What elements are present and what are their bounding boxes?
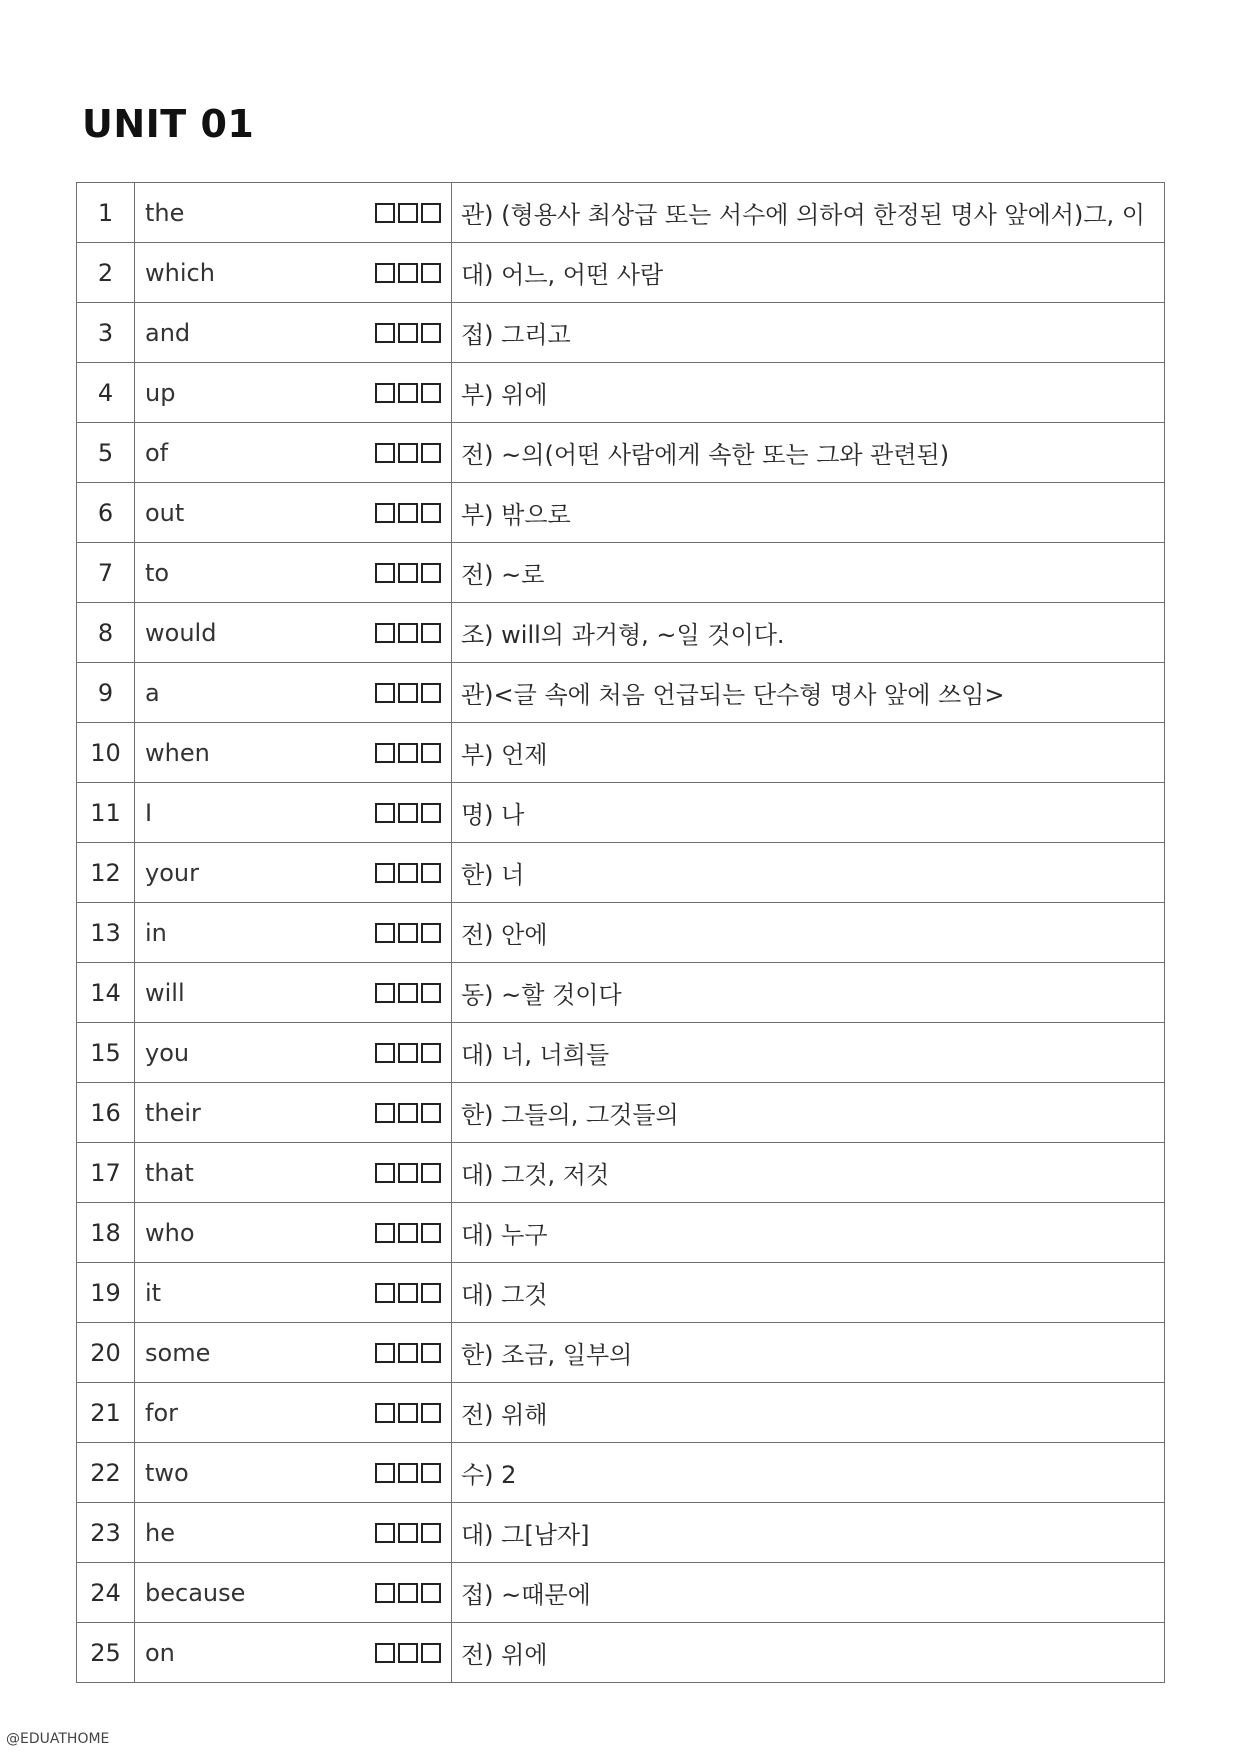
- row-number: 14: [77, 963, 135, 1023]
- review-checkbox[interactable]: [398, 1343, 418, 1363]
- english-word: who: [145, 1218, 195, 1247]
- english-word: up: [145, 378, 176, 407]
- review-checkbox[interactable]: [398, 1463, 418, 1483]
- table-row: [77, 783, 1165, 843]
- row-number: 16: [77, 1083, 135, 1143]
- review-checkbox[interactable]: [375, 1463, 395, 1483]
- table-row: [77, 843, 1165, 903]
- review-checkbox[interactable]: [398, 263, 418, 283]
- review-checkbox[interactable]: [421, 1403, 441, 1423]
- table-row: [77, 543, 1165, 603]
- row-number: 9: [77, 663, 135, 723]
- review-checkboxes: [375, 1583, 441, 1603]
- korean-meaning: 한) 너: [452, 843, 1165, 903]
- review-checkbox[interactable]: [375, 863, 395, 883]
- review-checkbox[interactable]: [375, 1583, 395, 1603]
- word-cell: [135, 1503, 452, 1563]
- row-number: 3: [77, 303, 135, 363]
- korean-meaning: 명) 나: [452, 783, 1165, 843]
- watermark: @EDUATHOME: [6, 1731, 110, 1747]
- korean-meaning: 접) 그리고: [452, 303, 1165, 363]
- review-checkbox[interactable]: [398, 443, 418, 463]
- korean-meaning: 관)<글 속에 처음 언급되는 단수형 명사 앞에 쓰임>: [452, 663, 1165, 723]
- row-number: 18: [77, 1203, 135, 1263]
- word-cell: [135, 543, 452, 603]
- table-row: [77, 1563, 1165, 1623]
- word-cell: [135, 783, 452, 843]
- review-checkbox[interactable]: [375, 1403, 395, 1423]
- review-checkbox[interactable]: [421, 263, 441, 283]
- review-checkbox[interactable]: [375, 1283, 395, 1303]
- english-word: would: [145, 618, 217, 647]
- review-checkbox[interactable]: [398, 563, 418, 583]
- word-cell: [135, 1323, 452, 1383]
- word-cell: [135, 423, 452, 483]
- row-number: 23: [77, 1503, 135, 1563]
- english-word: when: [145, 738, 210, 767]
- table-row: [77, 303, 1165, 363]
- review-checkbox[interactable]: [398, 1523, 418, 1543]
- review-checkboxes: [375, 743, 441, 763]
- korean-meaning: 부) 밖으로: [452, 483, 1165, 543]
- review-checkbox[interactable]: [398, 983, 418, 1003]
- word-cell: [135, 183, 452, 243]
- word-cell: [135, 363, 452, 423]
- review-checkbox[interactable]: [398, 383, 418, 403]
- review-checkboxes: [375, 863, 441, 883]
- table-row: [77, 1383, 1165, 1443]
- word-cell: [135, 963, 452, 1023]
- review-checkbox[interactable]: [375, 983, 395, 1003]
- table-row: [77, 1323, 1165, 1383]
- review-checkbox[interactable]: [421, 1583, 441, 1603]
- korean-meaning: 수) 2: [452, 1443, 1165, 1503]
- word-cell: [135, 843, 452, 903]
- review-checkbox[interactable]: [398, 923, 418, 943]
- review-checkbox[interactable]: [421, 803, 441, 823]
- korean-meaning: 대) 너, 너희들: [452, 1023, 1165, 1083]
- review-checkboxes: [375, 923, 441, 943]
- row-number: 21: [77, 1383, 135, 1443]
- review-checkbox[interactable]: [375, 1163, 395, 1183]
- korean-meaning: 부) 언제: [452, 723, 1165, 783]
- review-checkbox[interactable]: [421, 863, 441, 883]
- review-checkbox[interactable]: [398, 1583, 418, 1603]
- english-word: your: [145, 858, 199, 887]
- korean-meaning: 대) 그것: [452, 1263, 1165, 1323]
- korean-meaning: 대) 그것, 저것: [452, 1143, 1165, 1203]
- english-word: in: [145, 918, 167, 947]
- review-checkbox[interactable]: [398, 203, 418, 223]
- review-checkbox[interactable]: [375, 743, 395, 763]
- table-row: [77, 903, 1165, 963]
- review-checkbox[interactable]: [421, 383, 441, 403]
- review-checkbox[interactable]: [398, 323, 418, 343]
- word-cell: [135, 1383, 452, 1443]
- table-row: [77, 1083, 1165, 1143]
- review-checkbox[interactable]: [375, 1523, 395, 1543]
- review-checkboxes: [375, 383, 441, 403]
- korean-meaning: 부) 위에: [452, 363, 1165, 423]
- row-number: 8: [77, 603, 135, 663]
- review-checkboxes: [375, 1223, 441, 1243]
- table-row: [77, 603, 1165, 663]
- review-checkbox[interactable]: [375, 563, 395, 583]
- word-cell: [135, 1023, 452, 1083]
- review-checkbox[interactable]: [421, 563, 441, 583]
- korean-meaning: 전) 위해: [452, 1383, 1165, 1443]
- review-checkbox[interactable]: [398, 503, 418, 523]
- word-cell: [135, 1563, 452, 1623]
- table-row: [77, 1443, 1165, 1503]
- english-word: he: [145, 1518, 175, 1547]
- row-number: 11: [77, 783, 135, 843]
- english-word: a: [145, 678, 160, 707]
- review-checkbox[interactable]: [421, 1463, 441, 1483]
- page-title: UNIT 01: [82, 102, 255, 146]
- review-checkboxes: [375, 983, 441, 1003]
- table-row: [77, 363, 1165, 423]
- review-checkboxes: [375, 503, 441, 523]
- review-checkbox[interactable]: [398, 803, 418, 823]
- review-checkbox[interactable]: [375, 623, 395, 643]
- review-checkbox[interactable]: [421, 743, 441, 763]
- review-checkbox[interactable]: [375, 683, 395, 703]
- table-row: [77, 663, 1165, 723]
- review-checkbox[interactable]: [375, 323, 395, 343]
- word-cell: [135, 303, 452, 363]
- english-word: I: [145, 798, 153, 827]
- table-row: [77, 423, 1165, 483]
- review-checkbox[interactable]: [375, 1343, 395, 1363]
- english-word: will: [145, 978, 185, 1007]
- word-cell: [135, 1443, 452, 1503]
- english-word: on: [145, 1638, 175, 1667]
- review-checkbox[interactable]: [398, 1223, 418, 1243]
- table-row: [77, 1023, 1165, 1083]
- table-row: [77, 1623, 1165, 1683]
- review-checkboxes: [375, 1043, 441, 1063]
- review-checkboxes: [375, 683, 441, 703]
- review-checkbox[interactable]: [421, 983, 441, 1003]
- english-word: two: [145, 1458, 189, 1487]
- word-cell: [135, 243, 452, 303]
- row-number: 4: [77, 363, 135, 423]
- english-word: you: [145, 1038, 190, 1067]
- korean-meaning: 전) 위에: [452, 1623, 1165, 1683]
- word-cell: [135, 1263, 452, 1323]
- row-number: 20: [77, 1323, 135, 1383]
- korean-meaning: 대) 누구: [452, 1203, 1165, 1263]
- review-checkbox[interactable]: [421, 623, 441, 643]
- review-checkbox[interactable]: [375, 1223, 395, 1243]
- english-word: and: [145, 318, 191, 347]
- korean-meaning: 대) 어느, 어떤 사람: [452, 243, 1165, 303]
- review-checkbox[interactable]: [398, 1163, 418, 1183]
- review-checkboxes: [375, 623, 441, 643]
- row-number: 10: [77, 723, 135, 783]
- review-checkbox[interactable]: [398, 683, 418, 703]
- review-checkbox[interactable]: [421, 1643, 441, 1663]
- table-row: [77, 1143, 1165, 1203]
- review-checkbox[interactable]: [375, 803, 395, 823]
- review-checkboxes: [375, 263, 441, 283]
- english-word: their: [145, 1098, 201, 1127]
- row-number: 15: [77, 1023, 135, 1083]
- word-cell: [135, 1623, 452, 1683]
- korean-meaning: 한) 조금, 일부의: [452, 1323, 1165, 1383]
- review-checkboxes: [375, 1283, 441, 1303]
- review-checkboxes: [375, 1103, 441, 1123]
- row-number: 2: [77, 243, 135, 303]
- korean-meaning: 전) ~의(어떤 사람에게 속한 또는 그와 관련된): [452, 423, 1165, 483]
- row-number: 5: [77, 423, 135, 483]
- table-row: [77, 483, 1165, 543]
- row-number: 19: [77, 1263, 135, 1323]
- review-checkbox[interactable]: [375, 1043, 395, 1063]
- review-checkboxes: [375, 443, 441, 463]
- korean-meaning: 접) ~때문에: [452, 1563, 1165, 1623]
- english-word: the: [145, 198, 185, 227]
- review-checkboxes: [375, 203, 441, 223]
- table-row: [77, 723, 1165, 783]
- korean-meaning: 전) 안에: [452, 903, 1165, 963]
- table-row: [77, 1263, 1165, 1323]
- english-word: that: [145, 1158, 194, 1187]
- review-checkbox[interactable]: [398, 863, 418, 883]
- review-checkbox[interactable]: [421, 443, 441, 463]
- word-cell: [135, 483, 452, 543]
- review-checkboxes: [375, 563, 441, 583]
- review-checkboxes: [375, 1643, 441, 1663]
- korean-meaning: 전) ~로: [452, 543, 1165, 603]
- review-checkbox[interactable]: [421, 1223, 441, 1243]
- review-checkbox[interactable]: [421, 923, 441, 943]
- table-row: [77, 1203, 1165, 1263]
- row-number: 12: [77, 843, 135, 903]
- review-checkbox[interactable]: [398, 743, 418, 763]
- review-checkbox[interactable]: [421, 1523, 441, 1543]
- review-checkbox[interactable]: [375, 1643, 395, 1663]
- table-row: [77, 183, 1165, 243]
- vocab-table-body: [77, 183, 1165, 1683]
- review-checkbox[interactable]: [421, 1043, 441, 1063]
- row-number: 7: [77, 543, 135, 603]
- review-checkboxes: [375, 1463, 441, 1483]
- english-word: which: [145, 258, 215, 287]
- review-checkbox[interactable]: [421, 323, 441, 343]
- table-row: [77, 963, 1165, 1023]
- review-checkbox[interactable]: [375, 263, 395, 283]
- english-word: to: [145, 558, 170, 587]
- review-checkbox[interactable]: [375, 923, 395, 943]
- review-checkbox[interactable]: [421, 1163, 441, 1183]
- row-number: 22: [77, 1443, 135, 1503]
- review-checkbox[interactable]: [375, 443, 395, 463]
- korean-meaning: 조) will의 과거형, ~일 것이다.: [452, 603, 1165, 663]
- review-checkbox[interactable]: [375, 383, 395, 403]
- review-checkboxes: [375, 1403, 441, 1423]
- review-checkboxes: [375, 323, 441, 343]
- english-word: out: [145, 498, 185, 527]
- review-checkboxes: [375, 1343, 441, 1363]
- korean-meaning: 동) ~할 것이다: [452, 963, 1165, 1023]
- word-cell: [135, 723, 452, 783]
- review-checkbox[interactable]: [421, 503, 441, 523]
- review-checkbox[interactable]: [398, 1643, 418, 1663]
- review-checkboxes: [375, 803, 441, 823]
- review-checkboxes: [375, 1163, 441, 1183]
- english-word: for: [145, 1398, 178, 1427]
- review-checkbox[interactable]: [375, 203, 395, 223]
- review-checkboxes: [375, 1523, 441, 1543]
- word-cell: [135, 903, 452, 963]
- table-row: [77, 1503, 1165, 1563]
- row-number: 1: [77, 183, 135, 243]
- row-number: 25: [77, 1623, 135, 1683]
- english-word: because: [145, 1578, 246, 1607]
- english-word: some: [145, 1338, 211, 1367]
- review-checkbox[interactable]: [398, 1283, 418, 1303]
- review-checkbox[interactable]: [421, 203, 441, 223]
- row-number: 6: [77, 483, 135, 543]
- review-checkbox[interactable]: [398, 623, 418, 643]
- word-cell: [135, 1203, 452, 1263]
- korean-meaning: 대) 그[남자]: [452, 1503, 1165, 1563]
- word-cell: [135, 1143, 452, 1203]
- english-word: it: [145, 1278, 162, 1307]
- english-word: of: [145, 438, 169, 467]
- review-checkbox[interactable]: [375, 1103, 395, 1123]
- row-number: 13: [77, 903, 135, 963]
- korean-meaning: 관) (형용사 최상급 또는 서수에 의하여 한정된 명사 앞에서)그, 이: [452, 183, 1165, 243]
- review-checkbox[interactable]: [421, 1103, 441, 1123]
- review-checkbox[interactable]: [375, 503, 395, 523]
- review-checkbox[interactable]: [421, 683, 441, 703]
- row-number: 17: [77, 1143, 135, 1203]
- review-checkbox[interactable]: [398, 1103, 418, 1123]
- korean-meaning: 한) 그들의, 그것들의: [452, 1083, 1165, 1143]
- row-number: 24: [77, 1563, 135, 1623]
- word-cell: [135, 663, 452, 723]
- review-checkbox[interactable]: [421, 1283, 441, 1303]
- vocab-table: [76, 182, 1165, 1683]
- review-checkbox[interactable]: [398, 1403, 418, 1423]
- word-cell: [135, 1083, 452, 1143]
- review-checkbox[interactable]: [421, 1343, 441, 1363]
- review-checkbox[interactable]: [398, 1043, 418, 1063]
- word-cell: [135, 603, 452, 663]
- table-row: [77, 243, 1165, 303]
